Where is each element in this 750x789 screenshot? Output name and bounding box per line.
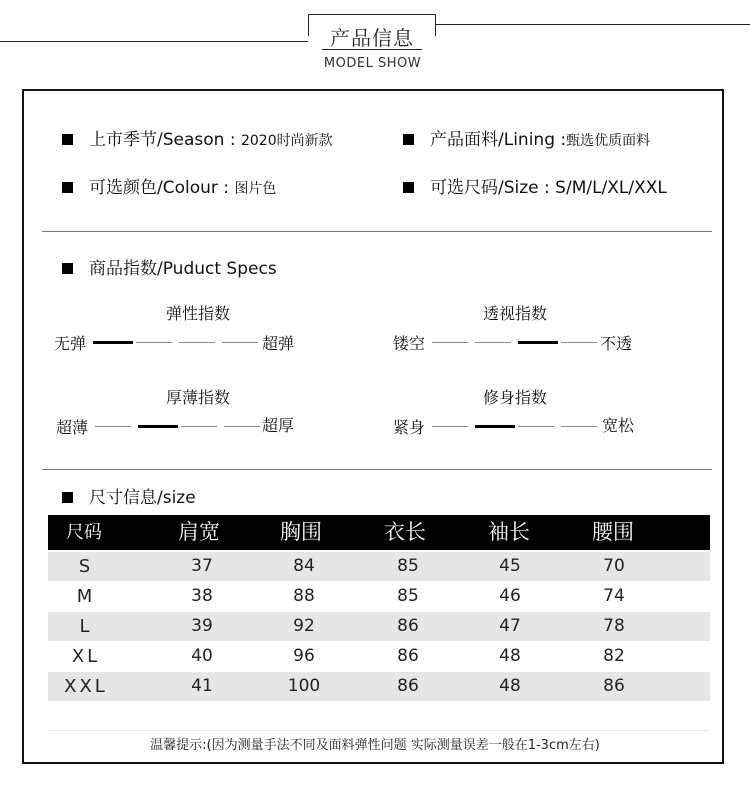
index-title: 厚薄指数	[165, 388, 230, 407]
table-cell: 96	[293, 646, 315, 666]
table-cell: 38	[191, 586, 213, 606]
index-segment	[475, 342, 511, 343]
header-line-left	[0, 41, 308, 42]
index-left-label: 紧身	[393, 418, 426, 437]
header-title-box	[308, 14, 436, 50]
table-cell: L	[79, 616, 93, 637]
table-cell: 85	[397, 556, 419, 576]
index-title: 弹性指数	[165, 304, 230, 323]
bullet-icon	[403, 134, 414, 145]
index-segment	[136, 342, 172, 343]
measurement-note: 温馨提示:(因为测量手法不同及面料弹性问题 实际测量误差一般在1-3cm左右)	[150, 738, 600, 753]
size-value: S/M/L/XL/XXL	[555, 178, 667, 198]
divider-middle	[42, 469, 712, 470]
table-cell: 86	[603, 676, 625, 696]
table-header-cell: 尺码	[66, 522, 102, 543]
index-segment	[222, 342, 258, 343]
lining-info: 产品面料/Lining :甄选优质面料	[403, 125, 650, 150]
index-segment	[432, 342, 468, 343]
index-segment	[179, 342, 215, 343]
table-header-cell: 袖长	[488, 520, 530, 544]
table-cell: 48	[499, 676, 521, 696]
page-subtitle: MODEL SHOW	[323, 56, 422, 71]
table-cell: 100	[287, 676, 321, 696]
table-cell: 78	[603, 616, 625, 636]
page-title: 产品信息	[330, 26, 414, 50]
table-row	[48, 552, 710, 581]
size-table-header	[48, 515, 710, 550]
index-right-label: 宽松	[602, 416, 635, 435]
bullet-icon	[62, 182, 73, 193]
table-cell: 84	[293, 556, 315, 576]
bullet-icon	[62, 134, 73, 145]
index-title: 透视指数	[482, 304, 547, 323]
index-left-label: 镂空	[393, 334, 426, 353]
season-value: 2020时尚新款	[240, 133, 333, 149]
index-segment	[518, 426, 554, 427]
index-right-label: 超厚	[262, 416, 295, 435]
table-cell: 45	[499, 556, 521, 576]
table-cell: 39	[191, 616, 213, 636]
table-cell: 85	[397, 586, 419, 606]
size-info: 可选尺码/Size : S/M/L/XL/XXL	[403, 173, 667, 198]
table-header-cell: 肩宽	[178, 520, 220, 544]
table-header-cell: 胸围	[280, 520, 322, 544]
table-header-cell: 腰围	[592, 520, 634, 544]
index-left-label: 超薄	[56, 418, 89, 437]
index-segment	[561, 426, 597, 427]
index-segment	[561, 342, 597, 343]
index-segment-active	[475, 425, 515, 428]
season-info: 上市季节/Season : 2020时尚新款	[62, 125, 333, 150]
size-title: 尺寸信息/size	[62, 483, 196, 508]
colour-info: 可选颜色/Colour : 图片色	[62, 173, 276, 198]
bullet-icon	[403, 182, 414, 193]
table-row	[48, 672, 710, 701]
index-segment	[432, 426, 468, 427]
index-segment	[95, 426, 131, 427]
table-cell: 74	[603, 586, 625, 606]
table-row	[48, 582, 710, 611]
divider-top	[42, 231, 712, 232]
table-cell: XL	[71, 646, 101, 667]
header-line-right	[436, 24, 750, 25]
table-cell: 70	[603, 556, 625, 576]
table-cell: 40	[191, 646, 213, 666]
table-row	[48, 642, 710, 671]
note-divider	[48, 730, 710, 731]
table-cell: 86	[397, 646, 419, 666]
table-header-cell: 衣长	[384, 520, 426, 544]
table-cell: 41	[191, 676, 213, 696]
lining-value: 甄选优质面料	[566, 133, 651, 149]
table-cell: XXL	[64, 676, 108, 697]
table-cell: 86	[397, 616, 419, 636]
colour-value: 图片色	[234, 181, 277, 197]
bullet-icon	[62, 263, 73, 274]
index-segment-active	[518, 341, 558, 344]
table-cell: S	[78, 556, 94, 577]
specs-title: 商品指数/Puduct Specs	[62, 254, 277, 279]
table-cell: 88	[293, 586, 315, 606]
table-cell: 37	[191, 556, 213, 576]
table-cell: M	[76, 586, 96, 607]
table-cell: 86	[397, 676, 419, 696]
table-cell: 82	[603, 646, 625, 666]
index-title: 修身指数	[482, 388, 547, 407]
bullet-icon	[62, 492, 73, 503]
table-cell: 92	[293, 616, 315, 636]
index-segment-active	[93, 341, 133, 344]
table-row	[48, 612, 710, 641]
index-right-label: 不透	[600, 334, 633, 353]
index-right-label: 超弹	[262, 334, 295, 353]
table-cell: 48	[499, 646, 521, 666]
index-segment-active	[138, 425, 178, 428]
index-segment	[181, 426, 217, 427]
table-cell: 46	[499, 586, 521, 606]
index-left-label: 无弹	[54, 334, 87, 353]
table-cell: 47	[499, 616, 521, 636]
index-segment	[224, 426, 260, 427]
